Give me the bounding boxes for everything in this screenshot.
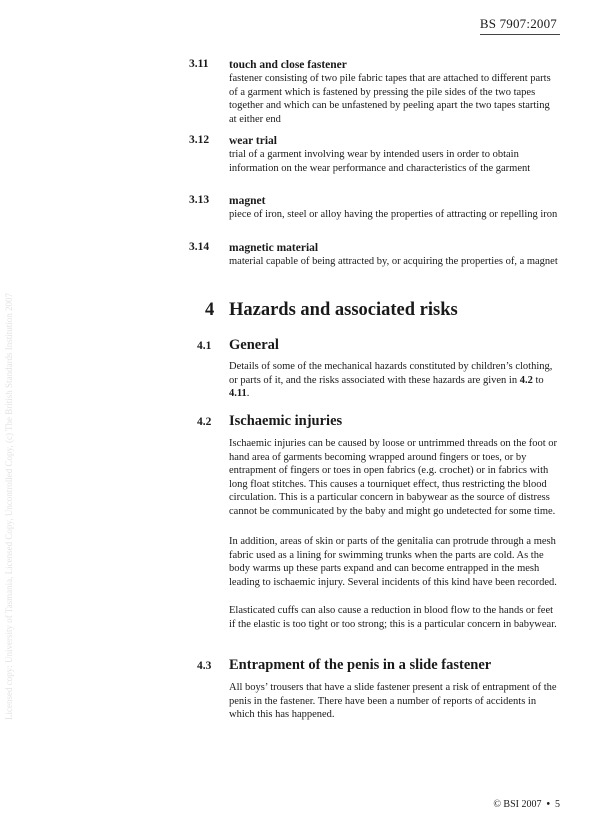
definition-3-14 [189, 241, 569, 269]
clause-reference: 4.2 [519, 374, 533, 386]
definition-number: 3.11 [189, 58, 209, 70]
definition-term: magnetic material [229, 242, 319, 254]
subsection-heading-4-3 [197, 657, 491, 674]
paragraph-general [229, 360, 561, 401]
footer-bullet: • [546, 799, 550, 810]
subsection-heading-4-2 [197, 413, 342, 430]
definition-text: trial of a garment involving wear by intended users in order to obtain information on the wear performance and characteristics of the garment [229, 149, 531, 174]
subsection-number: 4.1 [197, 340, 212, 352]
page-number: 5 [555, 799, 560, 810]
subsection-title: Entrapment of the penis in a slide fastener [229, 657, 492, 673]
definition-term: wear trial [229, 135, 278, 147]
subsection-heading-4-1 [197, 337, 279, 354]
definition-number: 3.14 [189, 241, 210, 253]
subsection-title: Ischaemic injuries [229, 413, 343, 429]
definition-3-12 [189, 134, 569, 175]
header-rule [480, 34, 560, 35]
paragraph-ischaemic-1: Ischaemic injuries can be caused by loose or untrimmed threads on the foot or hand area of garments becoming wrapped around fingers or toes, or by entrapment of fingers or toes in open fabrics (e.g. crochet) or in fabrics with long float stitches. This causes a tourniquet effect, thus restricting the blood circulation. This is a particular concern in babywear as the source of distress cannot be communicated by the baby and might go undetected for some time. [229, 438, 558, 517]
subsection-number: 4.2 [197, 416, 212, 428]
definition-text: material capable of being attracted by, or acquiring the properties of, a magnet [229, 256, 558, 267]
paragraph-ischaemic-2: In addition, areas of skin or parts of the genitalia can protrude through a mesh fabric used as a lining for swimming trunks when the parts are cold. As the body warms up these parts expand and can become entrapped in the mesh leading to ischaemic injury. Several incidents of this kind have been recorded. [229, 536, 557, 588]
paragraph-ischaemic-3: Elasticated cuffs can also cause a reduction in blood flow to the hands or feet if the elastic is too tight or too strong; this is a particular concern in babywear. [229, 605, 557, 630]
definition-term: touch and close fastener [229, 59, 347, 71]
section-title: Hazards and associated risks [229, 300, 458, 320]
section-number: 4 [205, 300, 215, 320]
definition-3-11 [189, 58, 569, 126]
subsection-number: 4.3 [197, 660, 212, 672]
page-header-code: BS 7907:2007 [479, 16, 557, 31]
side-watermark: Licensed copy: University of Tasmania, Licensed Copy, Uncontrolled Copy, (c) The British Standards Institution 2007 [4, 292, 14, 720]
page-footer [493, 799, 560, 810]
footer-copyright: © BSI 2007 [493, 799, 542, 810]
paragraph-text: to [532, 374, 544, 386]
section-heading [205, 300, 458, 321]
clause-reference: 4.11 [229, 388, 247, 400]
definition-text: piece of iron, steel or alloy having the properties of attracting or repelling iron [229, 209, 558, 220]
definition-number: 3.12 [189, 134, 210, 146]
definition-number: 3.13 [189, 194, 210, 206]
paragraph-penis-entrapment: All boys’ trousers that have a slide fastener present a risk of entrapment of the penis in the fastener. There have been a number of reports of accidents in which this has happened. [229, 682, 557, 721]
definition-text: fastener consisting of two pile fabric tapes that are attached to different parts of a garment which is fastened by pressing the pile sides of the two tapes together and which can be unfastened by peeling apart the two tapes starting at either end [229, 73, 551, 125]
definition-term: magnet [229, 195, 266, 207]
paragraph-text: . [246, 388, 250, 400]
definition-3-13 [189, 194, 569, 222]
subsection-title: General [229, 337, 279, 353]
paragraph-text: Details of some of the mechanical hazards constituted by children’s clothing, or parts of it, and the risks associated with these hazards are given in [229, 361, 553, 386]
